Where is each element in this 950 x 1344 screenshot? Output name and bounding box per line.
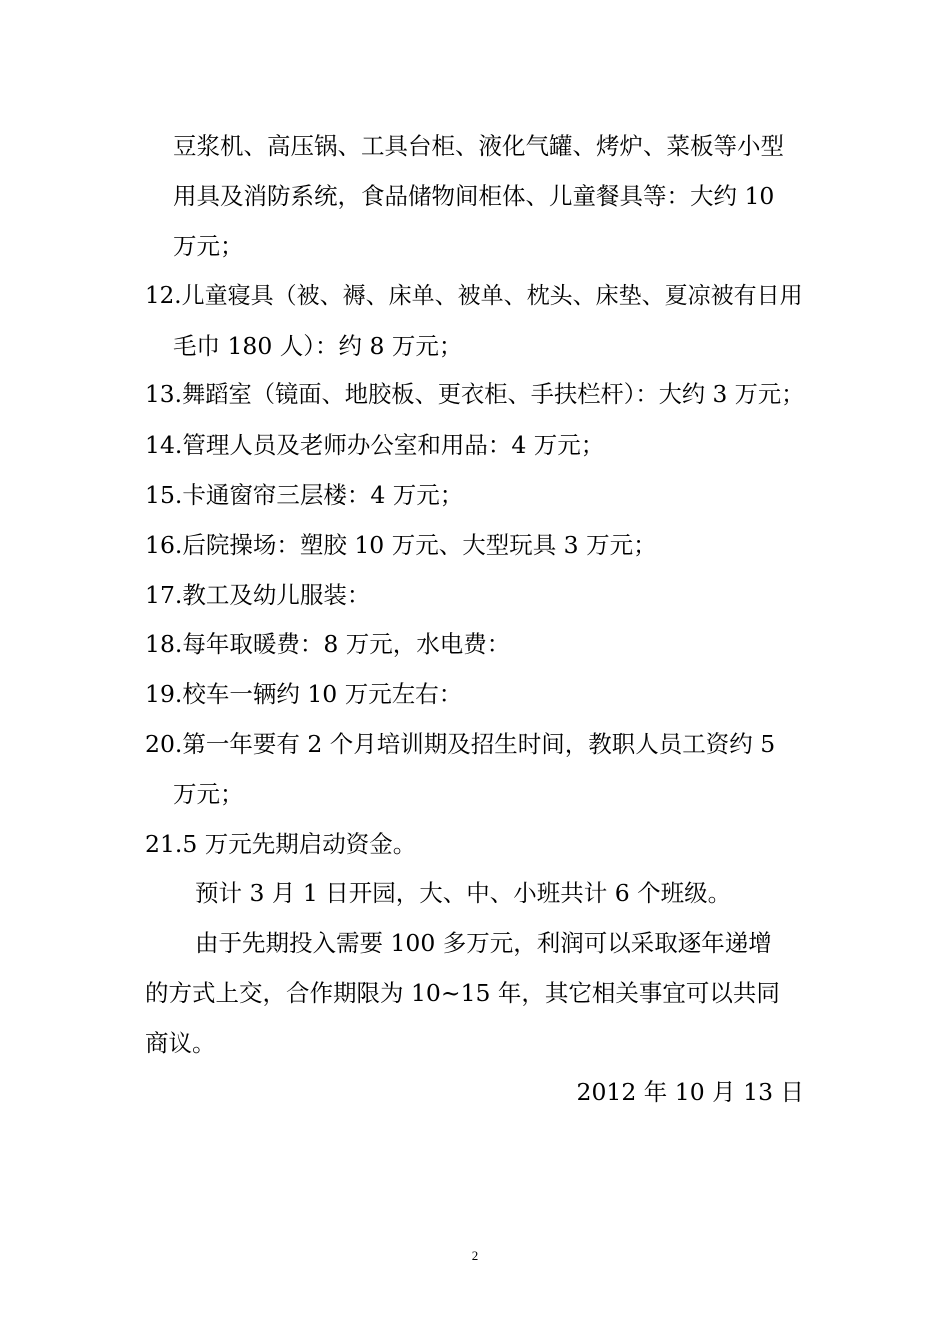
text-line: 万元；: [173, 232, 244, 260]
text-line: 万元；: [173, 780, 244, 808]
paragraph-line: 由于先期投入需要 100 多万元，利润可以采取逐年递增: [195, 929, 772, 957]
text-line: 毛巾 180 人）：约 8 万元；: [173, 332, 463, 360]
paragraph-line: 商议。: [145, 1029, 216, 1057]
paragraph-line: 的方式上交，合作期限为 10~15 年，其它相关事宜可以共同: [145, 979, 780, 1007]
list-item: 13.舞蹈室（镜面、地胶板、更衣柜、手扶栏杆）：大约 3 万元；: [145, 381, 805, 408]
list-item: 16.后院操场：塑胶 10 万元、大型玩具 3 万元；: [145, 531, 657, 559]
list-item: 14.管理人员及老师办公室和用品：4 万元；: [145, 431, 605, 459]
text-line: 豆浆机、高压锅、工具台柜、液化气罐、烤炉、菜板等小型: [173, 132, 784, 160]
document-date: 2012 年 10 月 13 日: [576, 1078, 804, 1106]
text-line: 用具及消防系统，食品储物间柜体、儿童餐具等：大约 10: [173, 182, 775, 210]
list-item: 15.卡通窗帘三层楼：4 万元；: [145, 481, 464, 509]
list-item: 18.每年取暖费：8 万元，水电费：: [145, 630, 511, 658]
list-item: 12.儿童寝具（被、褥、床单、被单、枕头、床垫、夏凉被有日用: [145, 283, 803, 309]
list-item: 21.5 万元先期启动资金。: [145, 830, 417, 858]
page-number: 2: [471, 1248, 479, 1263]
paragraph-line: 预计 3 月 1 日开园，大、中、小班共计 6 个班级。: [195, 879, 732, 907]
list-item: 17.教工及幼儿服装：: [145, 581, 371, 609]
list-item: 19.校车一辆约 10 万元左右：: [145, 680, 463, 708]
list-item: 20.第一年要有 2 个月培训期及招生时间，教职人员工资约 5: [145, 730, 776, 758]
